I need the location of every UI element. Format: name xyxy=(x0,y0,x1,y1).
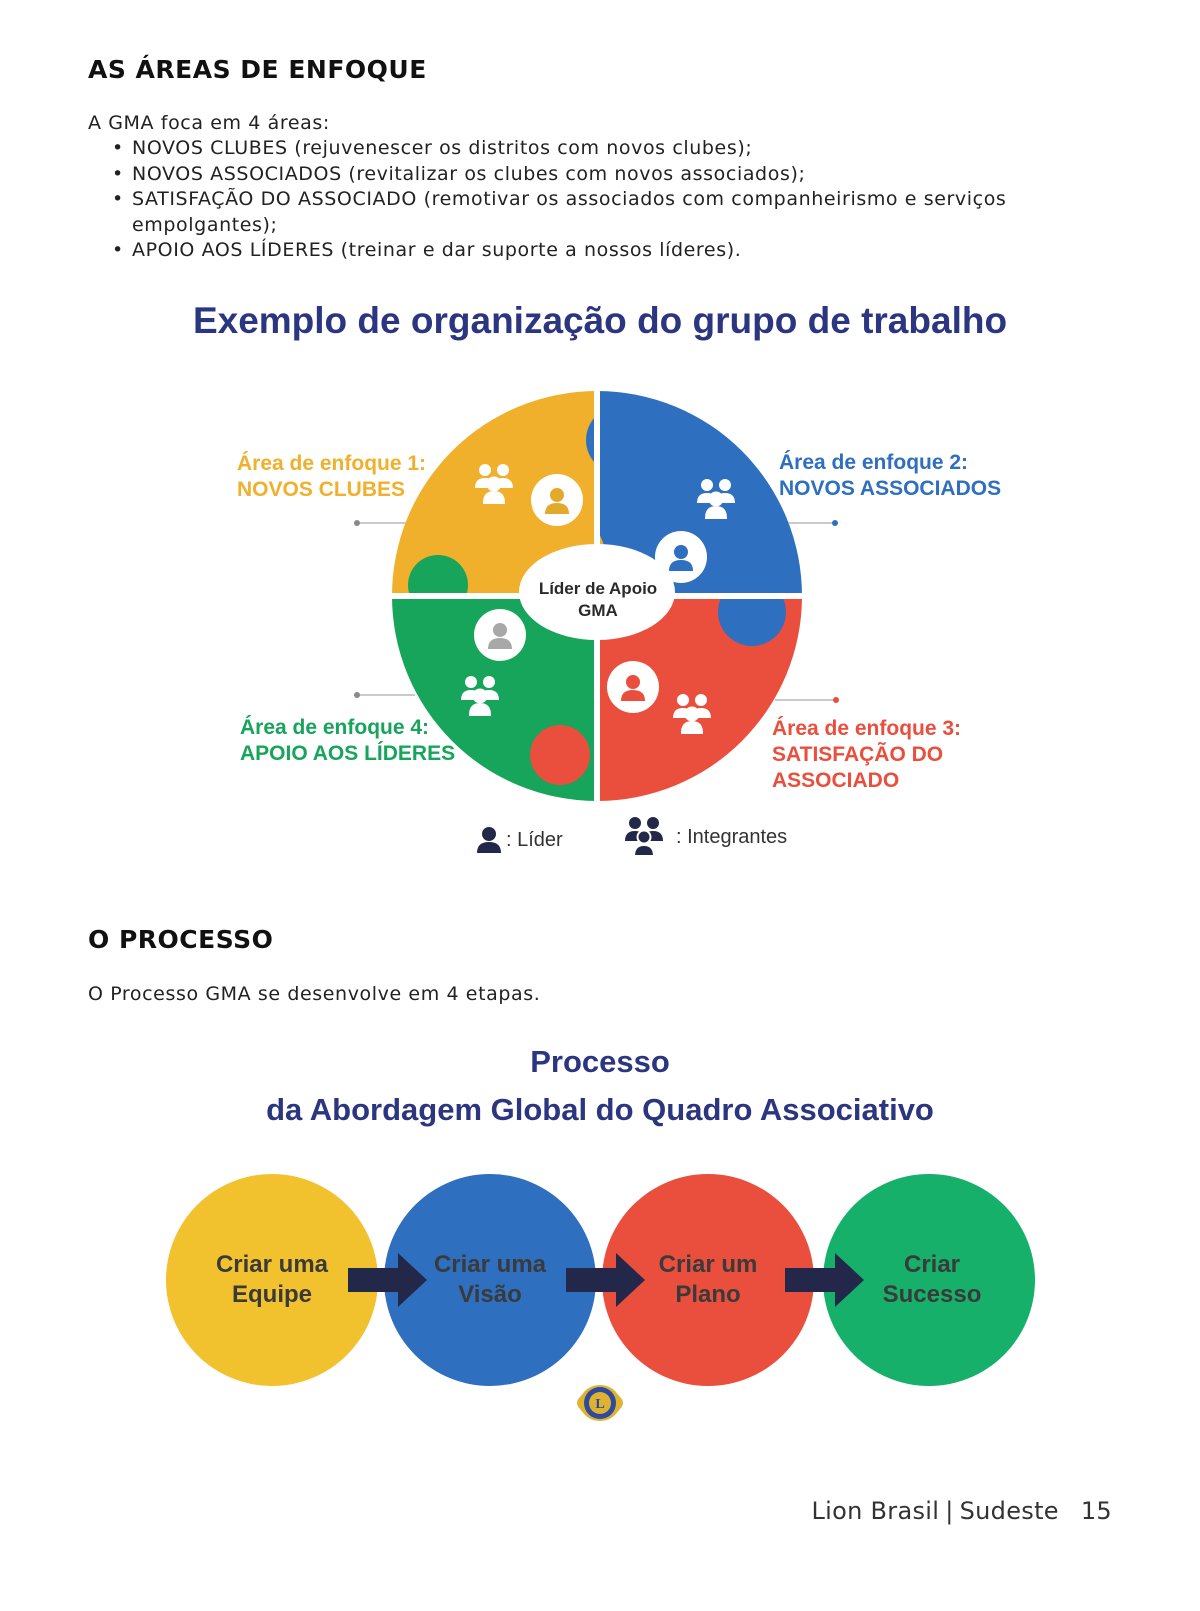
area-label-1-title: Área de enfoque 1: xyxy=(237,452,427,475)
page-footer xyxy=(811,1497,1112,1525)
step-label-3-line2: Plano xyxy=(675,1281,741,1308)
area-label-2-name: NOVOS ASSOCIADOS xyxy=(779,477,1002,500)
section-heading-areas: AS ÁREAS DE ENFOQUE xyxy=(88,55,427,84)
center-label-line2: GMA xyxy=(578,601,618,620)
footer-region: Sudeste xyxy=(959,1497,1059,1525)
figure2-title-line1: Processo xyxy=(530,1044,670,1079)
area-label-3 xyxy=(772,716,961,794)
area-label-2 xyxy=(779,450,1001,502)
center-label xyxy=(528,578,668,622)
leader-icon-3 xyxy=(607,661,659,713)
leader-icon-1 xyxy=(531,474,583,526)
area-label-4 xyxy=(240,715,455,767)
members-legend-icon xyxy=(625,817,663,856)
process-intro: O Processo GMA se desenvolve em 4 etapas. xyxy=(88,983,541,1005)
leader-icon-2 xyxy=(655,531,707,583)
area-label-2-title: Área de enfoque 2: xyxy=(779,451,969,474)
list-item: • NOVOS ASSOCIADOS (revitalizar os clubes com novos associados); xyxy=(112,162,1072,188)
step-label-1-line1: Criar uma xyxy=(215,1251,329,1278)
step-label-2-line1: Criar uma xyxy=(433,1251,547,1278)
step-label-4 xyxy=(832,1250,1032,1310)
step-label-3 xyxy=(608,1250,808,1310)
step-label-2-line2: Visão xyxy=(458,1281,522,1308)
areas-intro: A GMA foca em 4 áreas: xyxy=(88,112,330,134)
list-item: • SATISFAÇÃO DO ASSOCIADO (remotivar os associados com companheirismo e serviços empolgantes); xyxy=(112,187,1072,238)
process-diagram xyxy=(0,1160,1200,1460)
list-item: • NOVOS CLUBES (rejuvenescer os distritos com novos clubes); xyxy=(112,136,1072,162)
area-label-1-name: NOVOS CLUBES xyxy=(237,478,406,501)
figure2-title-line2: da Abordagem Global do Quadro Associativo xyxy=(266,1092,934,1127)
step-label-1-line2: Equipe xyxy=(231,1281,312,1308)
section-heading-process: O PROCESSO xyxy=(88,925,274,954)
page-number: 15 xyxy=(1080,1497,1112,1525)
list-item: • APOIO AOS LÍDERES (treinar e dar suporte a nossos líderes). xyxy=(112,238,1072,264)
svg-text:L: L xyxy=(595,1397,605,1412)
step-label-1 xyxy=(172,1250,372,1310)
area-label-3-title: Área de enfoque 3: xyxy=(772,717,962,740)
lions-logo-icon xyxy=(577,1385,623,1421)
leader-legend-icon xyxy=(477,827,501,853)
figure1-title: Exemplo de organização do grupo de trabalho xyxy=(192,300,1008,341)
step-label-4-line2: Sucesso xyxy=(882,1281,982,1308)
leader-icon-4 xyxy=(474,609,526,661)
legend-leader-label: : Líder xyxy=(506,829,563,851)
area-label-4-name: APOIO AOS LÍDERES xyxy=(240,742,456,765)
step-label-4-line1: Criar xyxy=(903,1251,961,1278)
area-label-3-name-cont: ASSOCIADO xyxy=(772,769,900,792)
step-label-3-line1: Criar um xyxy=(658,1251,758,1278)
step-label-2 xyxy=(390,1250,590,1310)
area-label-3-name: SATISFAÇÃO DO xyxy=(772,743,944,766)
footer-brand: Lion Brasil xyxy=(811,1497,940,1525)
area-label-4-title: Área de enfoque 4: xyxy=(240,716,430,739)
footer-separator: | xyxy=(945,1497,954,1525)
legend-members-label: : Integrantes xyxy=(676,826,788,848)
area-label-1 xyxy=(237,451,426,503)
center-label-line1: Líder de Apoio xyxy=(538,579,658,598)
